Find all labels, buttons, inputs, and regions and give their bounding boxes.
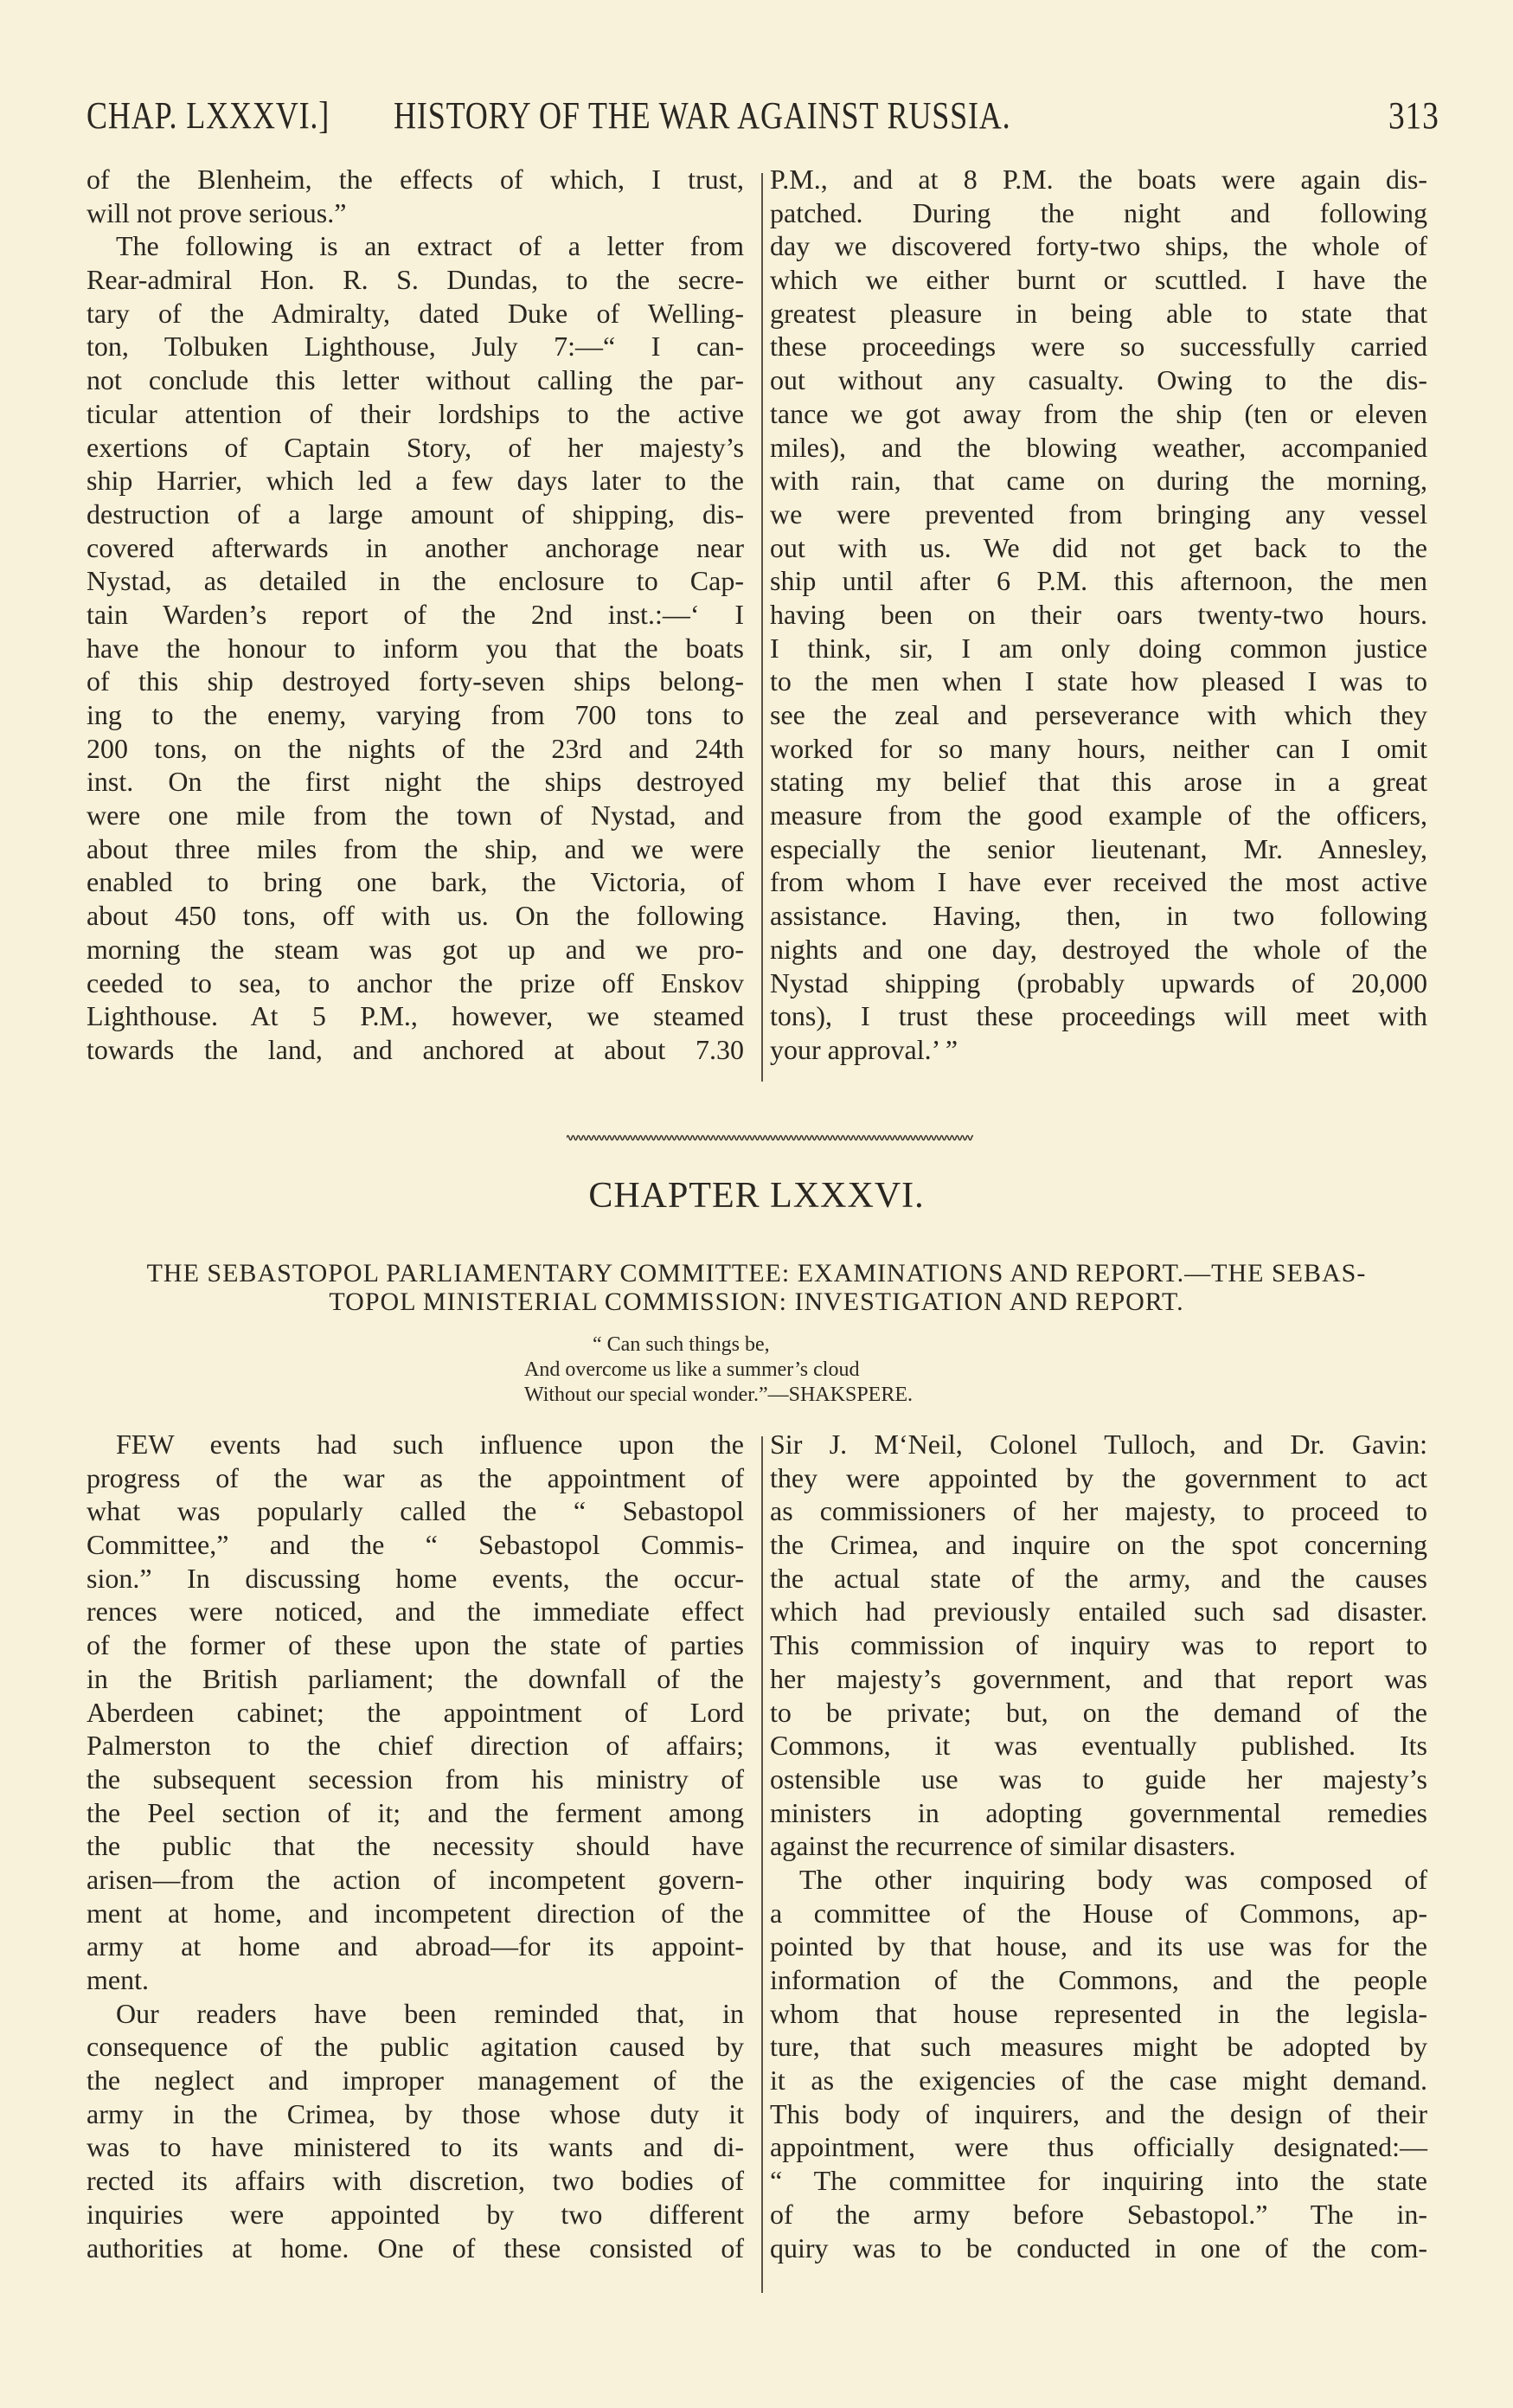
text-line: miles), and the blowing weather, accompanied xyxy=(770,431,1427,463)
text-line: tain Warden’s report of the 2nd inst.:—‘ I xyxy=(87,598,744,630)
text-line: rences were noticed, and the immediate effect xyxy=(87,1596,744,1628)
text-line: not conclude this letter without calling the par- xyxy=(87,364,744,396)
text-line: Aberdeen cabinet; the appointment of Lord xyxy=(87,1696,744,1728)
text-line: about three miles from the ship, and we were xyxy=(87,832,744,864)
text-line: with rain, that came on during the morning, xyxy=(770,465,1427,497)
text-line: consequence of the public agitation caused by xyxy=(87,2031,744,2063)
page-number: 313 xyxy=(1388,94,1439,137)
chapter-title: CHAPTER LXXXVI. xyxy=(588,1176,925,1216)
chapter-subtitle-line: TOPOL MINISTERIAL COMMISSION: INVESTIGATION AND REPORT. xyxy=(329,1287,1184,1316)
text-line: This body of inquirers, and the design of their xyxy=(770,2097,1427,2129)
text-line: ment at home, and incompetent direction of the xyxy=(87,1897,744,1929)
text-line: Rear-admiral Hon. R. S. Dundas, to the secre- xyxy=(87,264,744,296)
text-line: Sir J. M‘Neil, Colonel Tulloch, and Dr. Gavin: xyxy=(770,1429,1427,1460)
text-line: whom that house represented in the legisla- xyxy=(770,1997,1427,2029)
text-line: out with us. We did not get back to the xyxy=(770,531,1427,563)
ornamental-rule xyxy=(567,1132,973,1144)
text-line: P.M., and at 8 P.M. the boats were again dis- xyxy=(770,164,1427,195)
text-line: nights and one day, destroyed the whole of the xyxy=(770,933,1427,965)
text-line: see the zeal and perseverance with which they xyxy=(770,699,1427,730)
text-line: ship until after 6 P.M. this afternoon, the men xyxy=(770,565,1427,597)
text-line: This commission of inquiry was to report to xyxy=(770,1629,1427,1661)
text-line: they were appointed by the government to act xyxy=(770,1461,1427,1493)
running-head-title: HISTORY OF THE WAR AGAINST RUSSIA. xyxy=(394,94,1011,137)
text-line: ture, that such measures might be adopted by xyxy=(770,2031,1427,2063)
text-line: appointment, were thus officially designated:— xyxy=(770,2131,1427,2163)
text-line: inquiries were appointed by two different xyxy=(87,2198,744,2230)
text-line: sion.” In discussing home events, the occur- xyxy=(87,1562,744,1594)
text-line: tary of the Admiralty, dated Duke of Welling- xyxy=(87,297,744,329)
text-line: the Crimea, and inquire on the spot concerning xyxy=(770,1529,1427,1561)
text-line: rected its affairs with discretion, two bodies of xyxy=(87,2165,744,2197)
text-line: ostensible use was to guide her majesty’s xyxy=(770,1763,1427,1795)
text-line: out without any casualty. Owing to the dis- xyxy=(770,364,1427,396)
text-line: the actual state of the army, and the causes xyxy=(770,1562,1427,1594)
text-line: against the recurrence of similar disasters. xyxy=(770,1830,1236,1862)
text-line: of the former of these upon the state of parties xyxy=(87,1629,744,1661)
text-line: the public that the necessity should have xyxy=(87,1830,744,1862)
text-line: your approval.’ ” xyxy=(770,1033,958,1065)
text-line: it as the exigencies of the case might demand. xyxy=(770,2064,1427,2097)
text-line: Nystad shipping (probably upwards of 20,000 xyxy=(770,966,1427,999)
text-line: as commissioners of her majesty, to proceed to xyxy=(770,1495,1427,1527)
text-line: stating my belief that this arose in a great xyxy=(770,766,1427,798)
text-line: ship Harrier, which led a few days later to the xyxy=(87,465,744,497)
text-line: I think, sir, I am only doing common justice xyxy=(770,632,1427,664)
column-divider xyxy=(761,173,763,1082)
text-line: measure from the good example of the officers, xyxy=(770,799,1427,832)
text-line: Commons, it was eventually published. Its xyxy=(770,1730,1427,1762)
text-line: the neglect and improper management of the xyxy=(87,2064,744,2097)
text-line: day we discovered forty-two ships, the whole of xyxy=(770,230,1427,262)
text-line: exertions of Captain Story, of her majesty’s xyxy=(87,431,744,463)
text-line: assistance. Having, then, in two following xyxy=(770,900,1427,932)
text-line: ment. xyxy=(87,1964,149,1995)
text-line: The other inquiring body was composed of xyxy=(799,1863,1427,1895)
text-line: were one mile from the town of Nystad, and xyxy=(87,799,744,832)
epigraph-line: And overcome us like a summer’s cloud xyxy=(524,1358,860,1381)
text-line: having been on their oars twenty-two hours. xyxy=(770,598,1427,630)
text-line: tons), I trust these proceedings will meet with xyxy=(770,1000,1427,1032)
epigraph-attribution: Without our special wonder.”—SHAKSPERE. xyxy=(524,1384,913,1406)
text-line: 200 tons, on the nights of the 23rd and 24th xyxy=(87,732,744,764)
text-line: about 450 tons, off with us. On the following xyxy=(87,900,744,932)
top-left-column xyxy=(87,163,744,1067)
text-line: will not prove serious.” xyxy=(87,196,347,228)
text-line: morning the steam was got up and we pro- xyxy=(87,933,744,965)
text-line: what was popularly called the “ Sebastopol xyxy=(87,1495,744,1527)
text-line: have the honour to inform you that the boats xyxy=(87,632,744,664)
text-line: especially the senior lieutenant, Mr. Annesley, xyxy=(770,832,1427,864)
running-head-chapter: CHAP. LXXXVI.] xyxy=(87,94,330,137)
text-line: ministers in adopting governmental remedies xyxy=(770,1796,1427,1828)
top-right-column xyxy=(770,163,1427,1067)
text-line: ton, Tolbuken Lighthouse, July 7:—“ I can- xyxy=(87,331,744,363)
column-divider xyxy=(761,1436,763,2293)
text-line: Palmerston to the chief direction of affairs; xyxy=(87,1730,744,1762)
text-line: inst. On the first night the ships destroyed xyxy=(87,766,744,798)
chapter-subtitle-line: THE SEBASTOPOL PARLIAMENTARY COMMITTEE: EXAMINATIONS AND REPORT.—THE SEBAS- xyxy=(146,1259,1367,1287)
text-line: enabled to bring one bark, the Victoria, of xyxy=(87,866,744,898)
text-line: “ The committee for inquiring into the state xyxy=(770,2165,1427,2197)
text-line: was to have ministered to its wants and di- xyxy=(87,2131,744,2163)
text-line: these proceedings were so successfully carried xyxy=(770,331,1427,363)
bottom-right-column xyxy=(770,1428,1427,2264)
text-line: of this ship destroyed forty-seven ships belong- xyxy=(87,665,744,697)
text-line: authorities at home. One of these consisted of xyxy=(87,2231,744,2264)
text-line: which had previously entailed such sad disaster. xyxy=(770,1596,1427,1628)
text-line: destruction of a large amount of shipping, dis- xyxy=(87,498,744,530)
text-line: patched. During the night and following xyxy=(770,196,1427,228)
text-line: to the men when I state how pleased I was to xyxy=(770,665,1427,697)
text-line: worked for so many hours, neither can I omit xyxy=(770,732,1427,764)
text-line: army in the Crimea, by those whose duty it xyxy=(87,2097,744,2129)
text-line: army at home and abroad—for its appoint- xyxy=(87,1930,744,1962)
text-line: towards the land, and anchored at about 7.30 xyxy=(87,1033,744,1065)
text-line: of the army before Sebastopol.” The in- xyxy=(770,2198,1427,2230)
text-line: progress of the war as the appointment of xyxy=(87,1461,744,1493)
text-line: Committee,” and the “ Sebastopol Commis- xyxy=(87,1529,744,1561)
text-line: ticular attention of their lordships to the active xyxy=(87,397,744,429)
text-line: we were prevented from bringing any vessel xyxy=(770,498,1427,530)
text-line: the subsequent secession from his ministry of xyxy=(87,1763,744,1795)
text-line: quiry was to be conducted in one of the com- xyxy=(770,2231,1427,2264)
text-line: covered afterwards in another anchorage near xyxy=(87,531,744,563)
text-line: the Peel section of it; and the ferment among xyxy=(87,1796,744,1828)
text-line: information of the Commons, and the people xyxy=(770,1964,1427,1995)
text-line: ing to the enemy, varying from 700 tons to xyxy=(87,699,744,730)
text-line: from whom I have ever received the most active xyxy=(770,866,1427,898)
text-line: a committee of the House of Commons, ap- xyxy=(770,1897,1427,1929)
text-line: her majesty’s government, and that report was xyxy=(770,1662,1427,1694)
text-line: The following is an extract of a letter from xyxy=(116,230,744,262)
text-line: pointed by that house, and its use was for the xyxy=(770,1930,1427,1962)
epigraph-line: “ Can such things be, xyxy=(593,1333,770,1356)
text-line: Our readers have been reminded that, in xyxy=(116,1997,744,2029)
text-line: to be private; but, on the demand of the xyxy=(770,1696,1427,1728)
text-line: greatest pleasure in being able to state that xyxy=(770,297,1427,329)
text-line: tance we got away from the ship (ten or eleven xyxy=(770,397,1427,429)
text-line: Lighthouse. At 5 P.M., however, we steamed xyxy=(87,1000,744,1032)
text-line: in the British parliament; the downfall of the xyxy=(87,1662,744,1694)
text-line: FEW events had such influence upon the xyxy=(116,1429,744,1460)
text-line: arisen—from the action of incompetent govern- xyxy=(87,1863,744,1895)
text-line: which we either burnt or scuttled. I have the xyxy=(770,264,1427,296)
text-line: ceeded to sea, to anchor the prize off Enskov xyxy=(87,966,744,999)
text-line: of the Blenheim, the effects of which, I trust, xyxy=(87,164,744,195)
text-line: Nystad, as detailed in the enclosure to Cap- xyxy=(87,565,744,597)
bottom-left-column xyxy=(87,1428,744,2264)
